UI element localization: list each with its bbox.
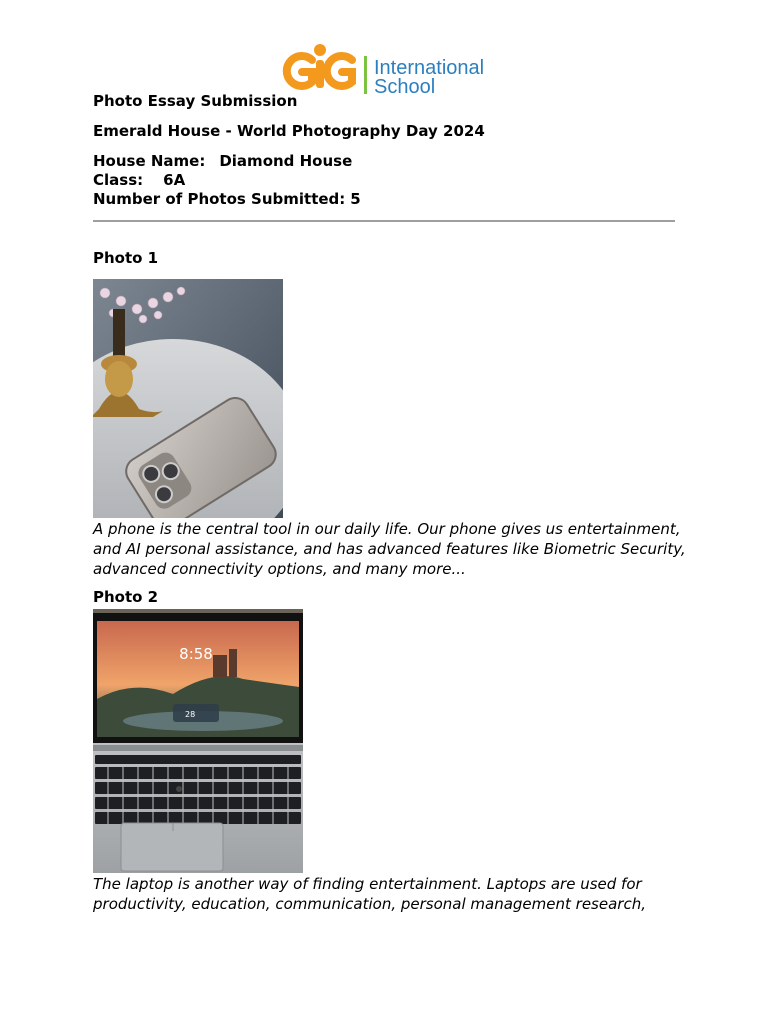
photos-count-label: Number of Photos Submitted: — [93, 190, 346, 208]
photo-2-caption: The laptop is another way of finding entertainment. Laptops are used for productivity, education, communication, personal management research, — [93, 875, 646, 913]
class-row — [93, 170, 185, 190]
house-name-label: House Name: — [93, 152, 206, 170]
photo-1-caption: A phone is the central tool in our daily life. Our phone gives us entertainment, and AI personal assistance, and has advanced features like Biometric Security, advanced connectivity options, and many more... — [93, 520, 686, 578]
logo-text-line1: International — [374, 57, 485, 79]
divider — [93, 220, 675, 222]
photo-1-image — [93, 279, 283, 518]
school-logo — [282, 42, 492, 96]
photos-count-value: 5 — [350, 190, 361, 208]
event-title: Emerald House - World Photography Day 2024 — [93, 122, 485, 140]
logo-text-line2: School — [374, 76, 436, 96]
class-label: Class: — [93, 171, 144, 189]
house-name-row — [93, 151, 352, 171]
gig-logo-icon — [287, 44, 352, 88]
photo-1-heading: Photo 1 — [93, 249, 159, 267]
class-value: 6A — [163, 171, 186, 189]
document-title: Photo Essay Submission — [93, 92, 298, 110]
photo-2-image — [93, 609, 303, 873]
photo-2-heading: Photo 2 — [93, 588, 159, 606]
photos-count-row — [93, 189, 361, 209]
laptop-clock: 8:58 — [179, 645, 213, 663]
house-name-value: Diamond House — [219, 152, 353, 170]
laptop-weather-temp: 28 — [185, 710, 196, 719]
